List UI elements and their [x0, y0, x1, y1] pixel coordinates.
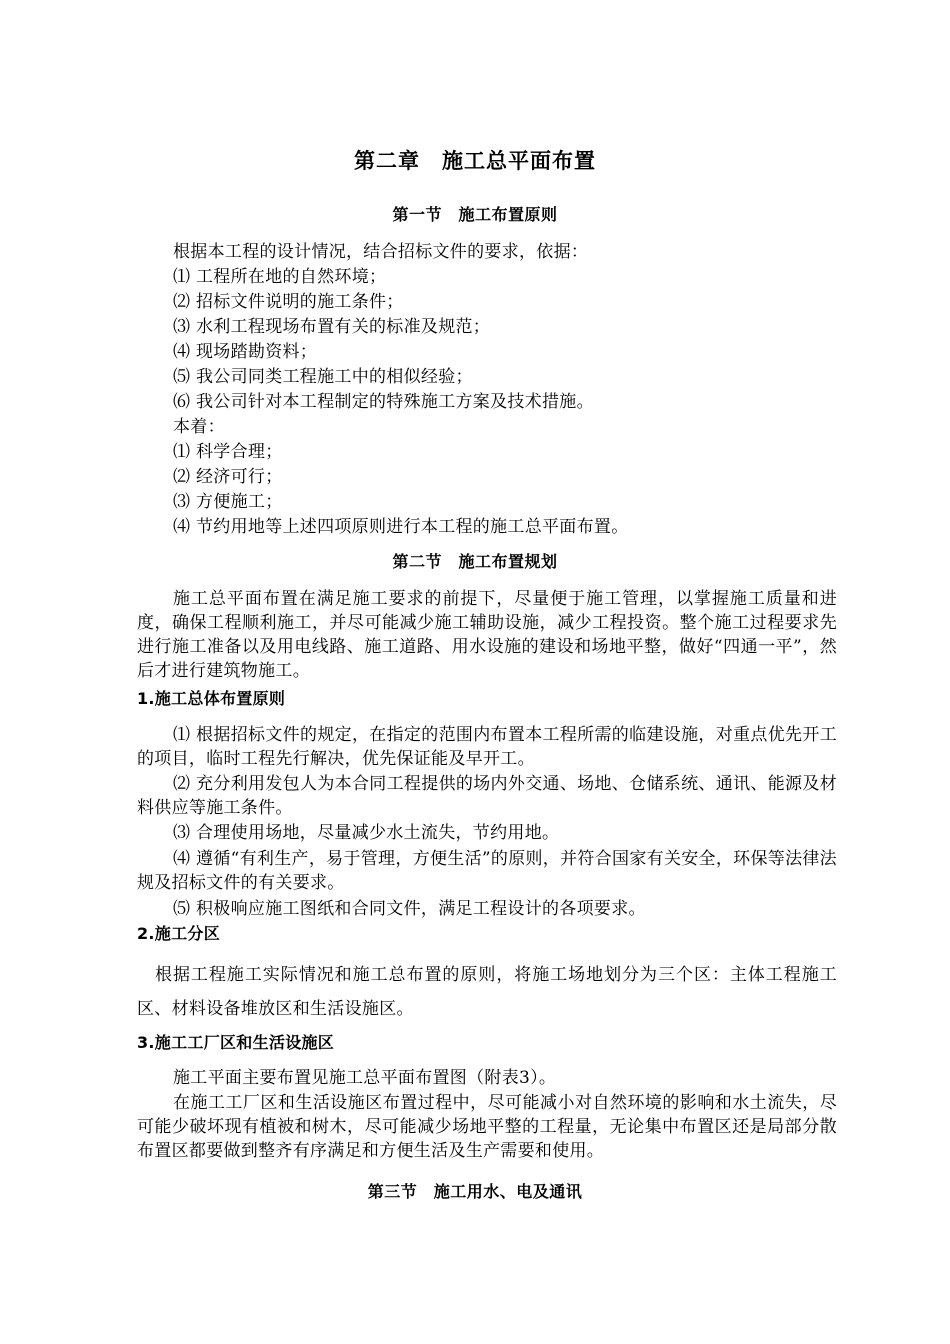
- principle-item: ⑷ 节约用地等上述四项原则进行本工程的施工总平面布置。: [173, 517, 629, 537]
- layout-principle-item: ⑵ 充分利用发包人为本合同工程提供的场内外交通、场地、仓储系统、通讯、能源及材料供应等施工条件。: [137, 774, 837, 818]
- sub-heading-1: 1.施工总体布置原则: [137, 689, 286, 708]
- basis-item: ⑴ 工程所在地的自然环境；: [173, 267, 387, 287]
- principle-item: ⑶ 方便施工；: [173, 492, 283, 512]
- basis-item: ⑹ 我公司针对本工程制定的特殊施工方案及技术措施。: [173, 392, 594, 412]
- zoning-paragraph: 根据工程施工实际情况和施工总布置的原则，将施工场地划分为三个区：主体工程施工区、材料设备堆放区和生活设施区。: [137, 965, 837, 1019]
- layout-principle-item: ⑴ 根据招标文件的规定，在指定的范围内布置本工程所需的临建设施，对重点优先开工的项目，临时工程先行解决，优先保证能及早开工。: [137, 725, 837, 769]
- basis-item: ⑵ 招标文件说明的施工条件；: [173, 292, 404, 312]
- principles-intro: 本着：: [173, 417, 225, 437]
- layout-principle-item: ⑶ 合理使用场地，尽量减少水土流失，节约用地。: [173, 823, 560, 843]
- section-2-title: 第二节 施工布置规划: [392, 552, 558, 571]
- section-3-title: 第三节 施工用水、电及通讯: [367, 1182, 583, 1201]
- basis-item: ⑶ 水利工程现场布置有关的标准及规范；: [173, 317, 491, 337]
- basis-item: ⑷ 现场踏勘资料；: [173, 342, 318, 362]
- layout-principle-item: ⑷ 遵循“有利生产，易于管理，方便生活”的原则，并符合国家有关安全，环保等法律法规及招标文件的有关要求。: [137, 849, 837, 893]
- facility-paragraph: 在施工工厂区和生活设施区布置过程中，尽可能减小对自然环境的影响和水土流失，尽可能少破坏现有植被和树木，尽可能减少场地平整的工程量，无论集中布置区还是局部分散布置区都要做到整齐有序满足和方便生活及生产需要和使用。: [137, 1093, 837, 1161]
- principle-item: ⑴ 科学合理；: [173, 442, 283, 462]
- section-1-intro: 根据本工程的设计情况，结合招标文件的要求，依据：: [173, 242, 589, 262]
- basis-item: ⑸ 我公司同类工程施工中的相似经验；: [173, 367, 473, 387]
- layout-principle-item: ⑸ 积极响应施工图纸和合同文件，满足工程设计的各项要求。: [173, 899, 646, 919]
- chapter-title: 第二章 施工总平面布置: [354, 149, 596, 173]
- section-2-paragraph: 施工总平面布置在满足施工要求的前提下，尽量便于施工管理，以掌握施工质量和进度，确保工程顺利施工，并尽可能减少施工辅助设施，减少工程投资。整个施工过程要求先进行施工准备以及用电线路、施工道路、用水设施的建设和场地平整，做好“四通一平”，然后才进行建筑物施工。: [137, 589, 837, 681]
- principle-item: ⑵ 经济可行；: [173, 467, 283, 487]
- facility-paragraph: 施工平面主要布置见施工总平面布置图（附表3）。: [173, 1068, 557, 1088]
- section-1-title: 第一节 施工布置原则: [392, 205, 558, 224]
- sub-heading-2: 2.施工分区: [137, 924, 221, 943]
- sub-heading-3: 3.施工工厂区和生活设施区: [137, 1033, 335, 1052]
